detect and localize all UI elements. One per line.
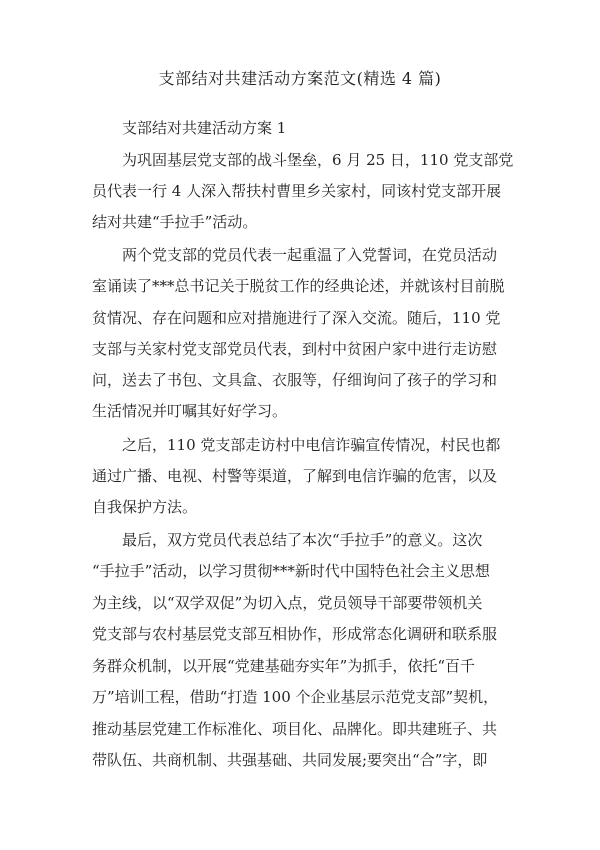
paragraph-4-line-4: 党支部与农村基层党支部互相协作，形成常态化调研和联系服	[92, 625, 498, 643]
paragraph-1-line-3: 结对共建“手拉手”活动。	[92, 213, 258, 231]
paragraph-1-line-1: 为巩固基层党支部的战斗堡垒，6 月 25 日，110 党支部党	[122, 151, 514, 169]
paragraph-3-line-3: 自我保护方法。	[92, 498, 198, 516]
paragraph-1-line-2: 员代表一行 4 人深入帮扶村曹里乡关家村，同该村党支部开展	[92, 182, 502, 200]
paragraph-4-line-8: 带队伍、共商机制、共强基础、共同发展;要突出“合”字，即	[92, 751, 488, 769]
paragraph-4-line-6: 万”培训工程，借助“打造 100 个企业基层示范党支部”契机，	[92, 688, 499, 706]
paragraph-2-line-1: 两个党支部的党员代表一起重温了入党誓词，在党员活动	[122, 246, 498, 264]
document-title: 支部结对共建活动方案范文(精选 4 篇)	[158, 69, 442, 88]
paragraph-4-line-7: 推动基层党建工作标准化、项目化、品牌化。即共建班子、共	[92, 720, 498, 738]
paragraph-2-line-4: 支部与关家村党支部党员代表，到村中贫困户家中进行走访慰	[92, 340, 498, 358]
paragraph-4-line-2: “手拉手”活动，以学习贯彻***新时代中国特色社会主义思想	[92, 562, 490, 580]
paragraph-3-line-2: 通过广播、电视、村警等渠道，了解到电信诈骗的危害，以及	[92, 467, 498, 485]
section-heading: 支部结对共建活动方案 1	[122, 119, 287, 137]
paragraph-4-line-1: 最后，双方党员代表总结了本次“手拉手”的意义。这次	[122, 531, 483, 549]
paragraph-2-line-3: 贫情况、存在问题和应对措施进行了深入交流。随后，110 党	[92, 309, 501, 327]
paragraph-2-line-5: 问，送去了书包、文具盒、衣服等，仔细询问了孩子的学习和	[92, 371, 498, 389]
paragraph-4-line-5: 务群众机制，以开展“党建基础夯实年”为抓手，依托“百千	[92, 657, 476, 675]
paragraph-4-line-3: 为主线，以“双学双促”为切入点，党员领导干部要带领机关	[92, 594, 483, 612]
paragraph-2-line-2: 室诵读了***总书记关于脱贫工作的经典论述，并就该村目前脱	[92, 277, 505, 295]
paragraph-2-line-6: 生活情况并叮嘱其好好学习。	[92, 402, 288, 420]
paragraph-3-line-1: 之后，110 党支部走访村中电信诈骗宣传情况，村民也都	[122, 436, 501, 454]
